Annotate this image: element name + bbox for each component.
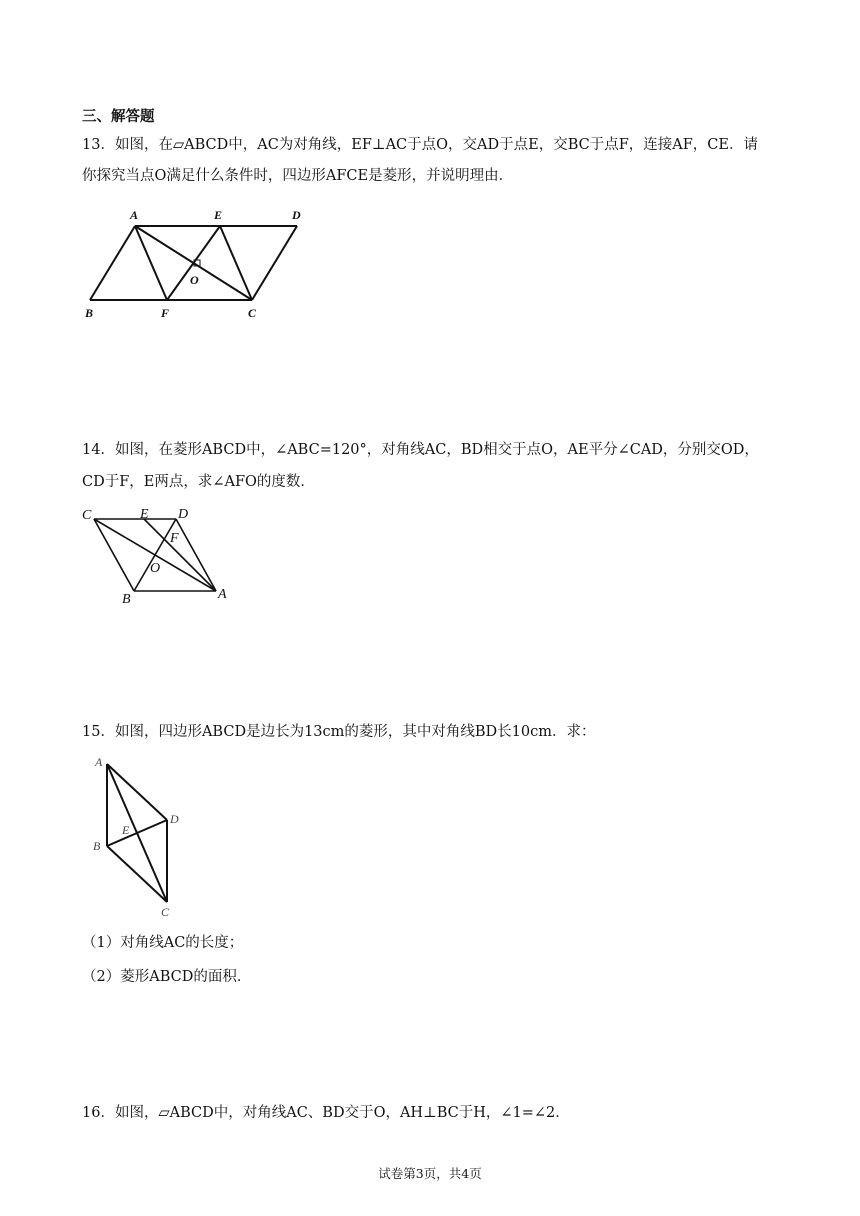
q15-subquestion-1: （1）对角线AC的长度； — [82, 935, 244, 951]
q13-label-f: F — [161, 306, 170, 320]
q13-label-a: A — [130, 208, 139, 222]
q14-label-o: O — [150, 561, 161, 576]
section-title: 三、解答题 — [82, 109, 155, 125]
q15-label-e: E — [122, 823, 130, 837]
q13-text-line2: 你探究当点O满足什么条件时，四边形AFCE是菱形，并说明理由． — [82, 168, 514, 184]
q15-subquestion-2: （2）菱形ABCD的面积． — [82, 969, 252, 985]
q14-text-line2: CD于F，E两点，求∠AFO的度数． — [82, 474, 315, 490]
q15-label-d: D — [170, 812, 179, 826]
q13-figure — [80, 205, 320, 325]
q13-label-d: D — [292, 208, 301, 222]
q13-text-line1: 13．如图，在▱ABCD中，AC为对角线，EF⊥AC于点O，交AD于点E，交BC于点F，连接AF，CE．请 — [82, 137, 758, 153]
q14-figure — [80, 505, 250, 605]
q15-label-b: B — [93, 839, 101, 853]
q13-label-e: E — [214, 208, 223, 222]
q15-figure — [85, 752, 195, 922]
q13-label-o: O — [190, 273, 199, 287]
q15-label-c: C — [161, 905, 170, 919]
page-footer: 试卷第3页，共4页 — [378, 1166, 482, 1181]
q14-label-e: E — [140, 507, 149, 522]
q15-label-a: A — [95, 755, 103, 769]
q13-label-c: C — [248, 306, 257, 320]
q14-label-b: B — [122, 592, 131, 607]
q14-label-c: C — [82, 508, 92, 523]
q16-text-line1: 16．如图，▱ABCD中，对角线AC、BD交于O，AH⊥BC于H，∠1=∠2． — [82, 1105, 570, 1121]
q13-label-b: B — [85, 306, 94, 320]
q15-text-line1: 15．如图，四边形ABCD是边长为13cm的菱形，其中对角线BD长10cm．求： — [82, 724, 596, 740]
q14-label-d: D — [178, 507, 189, 522]
q14-label-f: F — [170, 531, 179, 546]
q14-text-line1: 14．如图，在菱形ABCD中，∠ABC=120°，对角线AC，BD相交于点O，AE平分∠CAD，分别交OD， — [82, 442, 759, 458]
q14-label-a: A — [218, 587, 227, 602]
